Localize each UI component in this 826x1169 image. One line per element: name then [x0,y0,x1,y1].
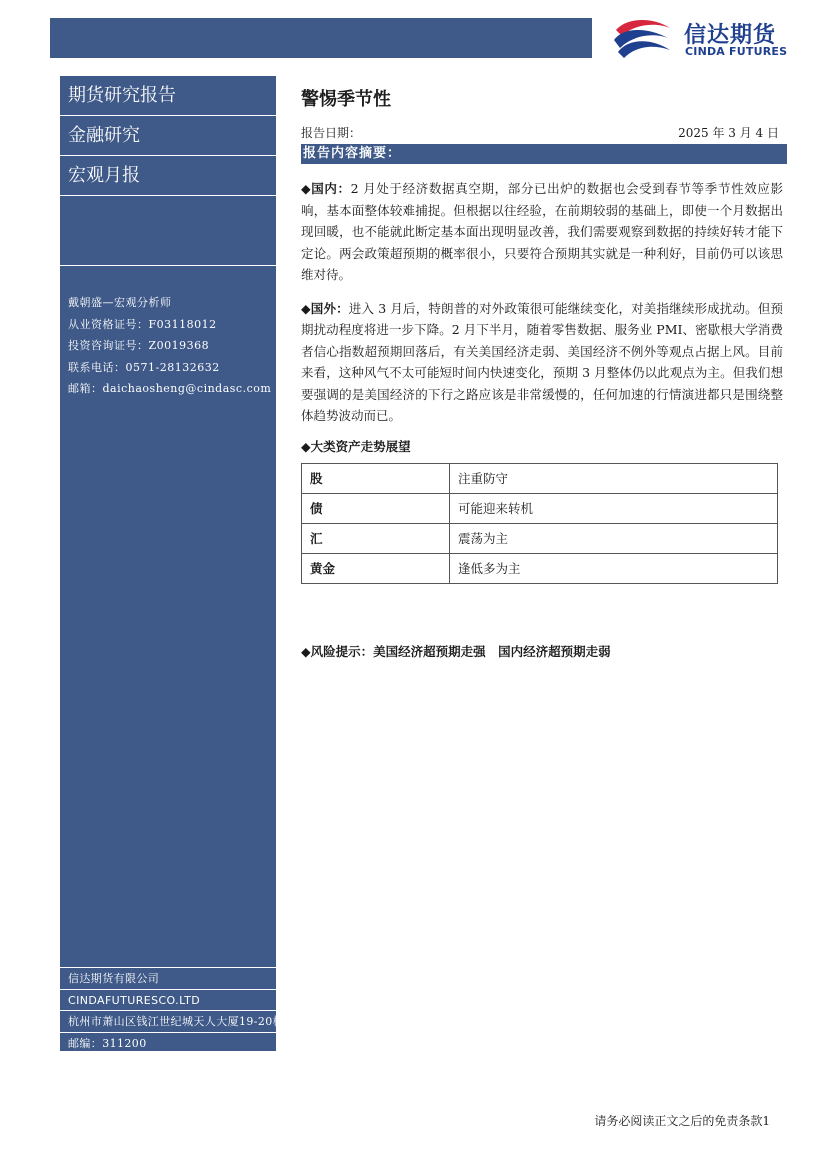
analyst-phone: 联系电话：0571-28132632 [68,360,220,374]
logo-text-en: CINDA FUTURES [685,45,788,58]
asset-name: 黄金 [302,553,450,583]
analyst-info [60,266,276,400]
report-date-label: 报告日期： [301,126,362,140]
asset-view: 逢低多为主 [450,553,778,583]
analyst-email: 邮箱：daichaosheng@cindasc.com [68,382,272,395]
asset-name: 债 [302,493,450,523]
domestic-text: 2 月处于经济数据真空期，部分已出炉的数据也会受到春节等季节性效应影响，基本面整体较难捕捉。但根据以往经验，在前期较弱的基础上，即使一个月数据出现回暖，也不能就此断定基本面出现明显改善，我们需要观察到数据的持续好转才能下定论。两会政策超预期的概率很小，只要符合预期其实就是一种利好，目前仍可以该思维对待。 [301,181,783,282]
analyst-consult-license: 投资咨询证号：Z0019368 [68,339,210,352]
sidebar [60,76,285,1051]
company-info [60,967,285,1053]
asset-outlook-table [301,463,778,584]
sidebar-title-report-type: 期货研究报告 [60,76,276,116]
asset-view: 震荡为主 [450,523,778,553]
company-address: 杭州市萧山区钱江世纪城天人大厦19-20楼 [60,1010,276,1032]
sidebar-title-category: 金融研究 [60,116,276,156]
asset-view: 可能迎来转机 [450,493,778,523]
report-date-value: 2025 年 3 月 4 日 [678,126,779,140]
company-name-cn: 信达期货有限公司 [60,967,276,989]
table-row [302,493,778,523]
sidebar-title-frequency: 宏观月报 [60,156,276,196]
analyst-license: 从业资格证号：F03118012 [68,317,217,331]
main-content [301,86,787,659]
asset-name: 汇 [302,523,450,553]
table-row [302,463,778,493]
disclaimer-note: 请务必阅读正文之后的免责条款1 [594,1114,770,1128]
logo-text-cn: 信达期货 [684,23,777,48]
header-bar [50,18,592,58]
report-title: 警惕季节性 [301,89,391,110]
domestic-paragraph [301,178,787,286]
risk-warning: ◆风险提示：美国经济超预期走强 国内经济超预期走弱 [301,644,611,659]
overseas-text: 进入 3 月后，特朗普的对外政策很可能继续变化，对美指继续形成扰动。但预期扰动程度将进一步下降。2 月下半月，随着零售数据、服务业 PMI、密歇根大学消费者信心指数超预期回落后，有关美国经济走弱、美国经济不例外等观点占据上风。目前来看，这种风气不太可能短时间内快速变化，预期 3 月整体仍以此观点为主。但我们想要强调的是美国经济的下行之路应该是非常缓慢的，任何加速的行情演进都只是围绕整体趋势波动而已。 [301,300,783,423]
asset-outlook-header: ◆大类资产走势展望 [301,438,411,454]
overseas-heading: ◆国外： [301,300,349,316]
table-row [302,553,778,583]
domestic-heading: ◆国内： [301,181,351,196]
table-row [302,523,778,553]
cinda-logo-icon [612,16,672,62]
overseas-paragraph [301,298,787,427]
asset-view: 注重防守 [450,463,778,493]
company-logo [612,16,812,62]
report-date-row [301,122,787,144]
analyst-name: 戴朝盛—宏观分析师 [68,296,172,309]
company-name-en: CINDAFUTURESCO.LTD [60,989,276,1011]
company-postcode: 邮编：311200 [60,1032,276,1054]
sidebar-spacer [60,196,276,266]
asset-name: 股 [302,463,450,493]
summary-header: 报告内容摘要： [301,144,787,164]
